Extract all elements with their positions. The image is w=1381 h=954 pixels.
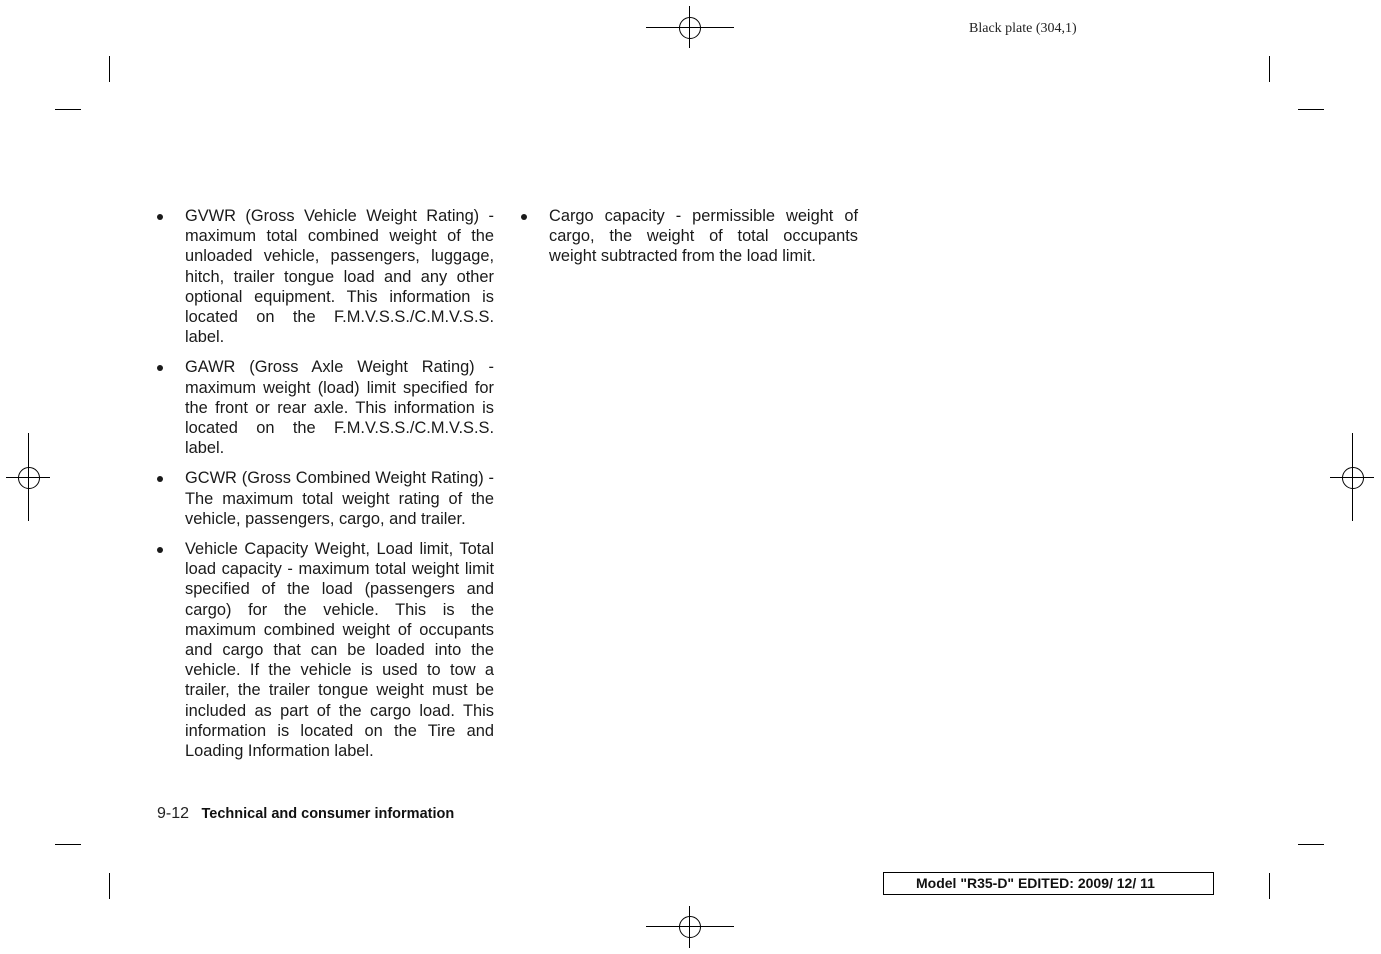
bullet-icon <box>521 214 527 220</box>
registration-circle-top <box>679 17 701 39</box>
crop-mark-top-right-h <box>1298 109 1324 110</box>
list-item-text: GCWR (Gross Combined Weight Rating) - The maximum total weight rating of the vehicle, passengers, cargo, and trailer. <box>185 469 494 528</box>
list-item-text: GVWR (Gross Vehicle Weight Rating) - maximum total combined weight of the unloaded vehicle, passengers, luggage, hitch, trailer tongue load and any other optional equipment. This information is located on the F.M.V.S.S./C.M.V.S.S. label. <box>185 207 494 347</box>
crop-mark-top-left-v <box>109 56 110 82</box>
list-item-text: GAWR (Gross Axle Weight Rating) - maximum weight (load) limit specified for the front or rear axle. This information is located on the F.M.V.S.S./C.M.V.S.S. label. <box>185 358 494 458</box>
bullet-icon <box>157 365 163 371</box>
crop-mark-bottom-left-h <box>55 844 81 845</box>
page-footer <box>157 805 454 823</box>
model-stamp: Model "R35-D" EDITED: 2009/ 12/ 11 <box>883 872 1214 895</box>
page-number: 9-12 <box>157 805 190 822</box>
registration-circle-left <box>18 467 40 489</box>
section-title: Technical and consumer information <box>201 806 455 822</box>
registration-circle-bottom <box>679 916 701 938</box>
crop-mark-bottom-right-v <box>1269 873 1270 899</box>
crop-mark-bottom-left-v <box>109 873 110 899</box>
list-item <box>157 357 494 458</box>
list-item-text: Cargo capacity - permissible weight of cargo, the weight of total occupants weight subtracted from the load limit. <box>549 207 858 266</box>
crop-mark-bottom-right-h <box>1298 844 1324 845</box>
list-item <box>157 206 494 347</box>
crop-mark-top-right-v <box>1269 56 1270 82</box>
plate-label: Black plate (304,1) <box>969 21 1077 36</box>
list-item-text: Vehicle Capacity Weight, Load limit, Total load capacity - maximum total weight limit specified of the load (passengers and cargo) for the vehicle. This is the maximum combined weight of occupants and cargo that can be loaded into the vehicle. If the vehicle is used to tow a trailer, the trailer tongue weight must be included as part of the cargo load. This information is located on the Tire and Loading Information label. <box>185 540 494 761</box>
list-item <box>521 206 858 267</box>
crop-mark-top-left-h <box>55 109 81 110</box>
list-item <box>157 539 494 761</box>
left-column <box>157 206 494 771</box>
bullet-icon <box>157 476 163 482</box>
list-item <box>157 468 494 529</box>
bullet-icon <box>157 214 163 220</box>
registration-circle-right <box>1342 467 1364 489</box>
right-column <box>521 206 858 277</box>
bullet-icon <box>157 547 163 553</box>
